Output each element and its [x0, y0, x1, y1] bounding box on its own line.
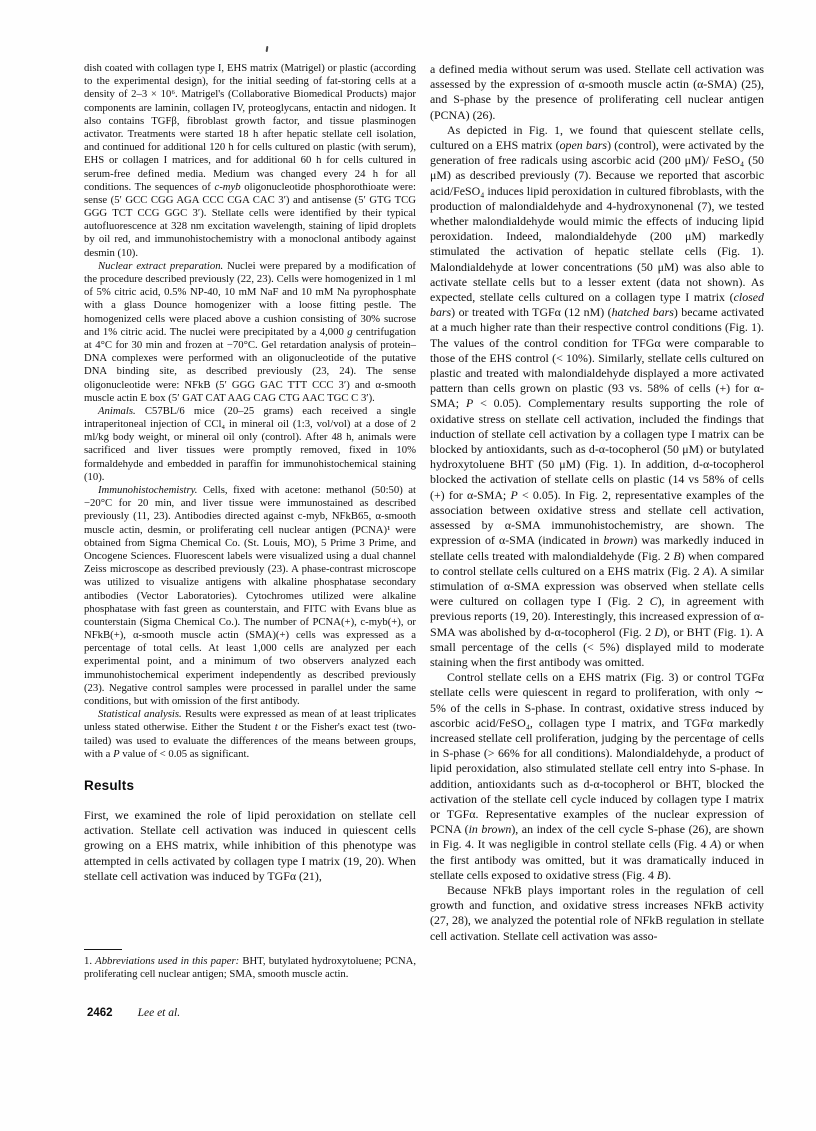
text-run: ) or when the first antibody was omitted, but it was dramatically induced in stellate cells exposed to oxidative stress (Fig. 4 — [430, 837, 764, 882]
page-number: 2462 — [87, 1007, 113, 1019]
italic-run: closed bars — [430, 290, 764, 320]
text-run: ) was markedly induced in stellate cells treated with malondialdehyde (Fig. 2 — [430, 533, 765, 563]
text-run: ) when compared to control stellate cells cultured on a EHS matrix (Fig. 2 — [430, 548, 764, 578]
text-run: < 0.05). In Fig. 2, representative examples of the association between oxidative stress and stellate cell activation, assessed by α-SMA immunohistochemistry, are shown. The expression of α-SMA (indicated in — [430, 487, 764, 548]
italic-run: Animals. — [98, 404, 136, 417]
italic-run: C — [649, 594, 658, 609]
italic-run: P — [113, 747, 120, 760]
italic-run: t — [274, 721, 278, 734]
text-run: a defined media without serum was used. Stellate cell activation was assessed by the expression of α-smooth muscle actin (α-SMA) (25), and S-phase by the presence of proliferating cell nuclear antigen (PCNA) (26). — [430, 62, 764, 122]
paragraph — [84, 260, 416, 405]
text-run: First, we examined the role of lipid peroxidation on stellate cell activation. Stellate cell activation was induced in quiescent cells growing on a EHS matrix, while inhibition of this phenotype was attempted in cells activated by collagen type I matrix (19, 20). When stellate cell activation was induced by TGFα (21), — [84, 807, 416, 883]
paragraph — [430, 883, 764, 944]
text-run: 1. — [84, 955, 96, 967]
text-run: Cells, fixed with acetone: methanol (50:50) at −20°C for 20 min, and liver tissue were immunostained as described previously (11, 23). Antibodies directed against c-myb, NFkB65, α-smooth muscle actin, desmin, or proliferating cell nuclear antigen (PCNA)¹ were obtained from Sigma Chemical Co. (St. Louis, MO), 5 Prime 3 Prime, and Oncogene Sciences. Fluorescent labels were visualized using a dual channel Zeiss microscope as described previously (23). A phase-contrast microscope was utilized to visualize antigens with alkaline phosphatase secondary antibodies (Vector Laboratories). Cytochromes utilized were alkaline phosphatase with fast green as counterstain, and FITC with Evans blue as counterstain (Sigma Chemical Co.). The number of PCNA(+), c-myb(+), or NFkB(+), α-smooth muscle actin (SMA)(+) cells was expressed as a percentage of total cells. At least 1,000 cells are analyzed per each experimental point, and a minimum of two observers analyzed each immunohistochemical experiment independently as described previously (23). Negative control samples were processed in parallel under the same conditions, but with omission of the first antibody. — [84, 484, 416, 707]
paragraph — [430, 123, 764, 670]
text-run: ), an index of the cell cycle S-phase (26), are shown in Fig. 4. It was negligible in control stellate cells (Fig. 4 — [430, 822, 764, 852]
paragraph — [430, 62, 764, 123]
paragraph — [84, 808, 416, 884]
italic-run: A — [702, 563, 711, 578]
text-run: dish coated with collagen type I, EHS matrix (Matrigel) or plastic (according to the experimental design), for the initial seeding of fat-storing cells at a density of 2–3 × 10⁶. Matrigel's (Collaborative Biomedical Products) major components are laminin, collagen IV, proteoglycans, entactin and nidogen. It also contains TGFβ, fibroblast growth factor, and tissue plasminogen activator. Treatments were started 18 h after hepatic stellate cell isolation, and continued for additional 120 h for cells cultured on plastic (with serum), EHS or collagen I matrices, and for additional 60 h for cells cultured in serum-free defined media. Medium was changed every 24 h for all conditions. The sequences of — [84, 62, 416, 193]
text-run: ). — [664, 867, 672, 882]
page-footer — [87, 1003, 180, 1021]
text-run: Nuclei were prepared by a modification of the procedure described previously (22, 23). Cells were homogenized in 1 ml of 5% citric acid, 0.5% NP-40, 10 mM NaF and 10 mM Na pyrophosphate with a glass Dounce homogenizer with a loose fitting pestle. The homogenized cells were placed above a cushion consisting of 30% sucrose and 1% citric acid. The nuclei were precipitated by a 4,000 — [84, 259, 416, 338]
text-run: Results were expressed as mean of at least triplicates unless stated otherwise. Either the Student — [84, 708, 416, 734]
text-run: As depicted in Fig. 1, we found that quiescent stellate cells, cultured on a EHS matrix ( — [430, 122, 764, 153]
results-heading: Results — [84, 777, 135, 793]
text-run: ) became activated at a much higher rate than their respective control conditions (Fig. 1). The values of the control condition for TFGα were comparable to those of the EHS control (< 10%). Similarly, stellate cells cultured on plastic and treated with malondialdehyde displayed a more activated pattern than cells grown on plastic (93 vs. 58% of cells (+) for α-SMA; — [430, 305, 764, 411]
text-run: C57BL/6 mice (20–25 grams) each received a single intraperitoneal injection of CCl₄ in mineral oil (1:3, vol/vol) at a dose of 2 ml/kg body weight, or mineral oil only (control). After 48 h, animals were sacrificed and liver tissues were promptly removed, fixed in 10% formaldehyde and embedded in paraffin for immunohistochemical staining (10). — [84, 404, 416, 483]
italic-run: P — [465, 396, 474, 411]
text-run: < 0.05). Complementary results supporting the role of oxidative stress on stellate cell activation, included the findings that induction of stellate cell activation by a collagen type I matrix can be blocked by antioxidants, such as d-α-tocopherol (50 μM) or butylated hydroxytoluene BHT (50 μM) (Fig. 1). In addition, d-α-tocopherol blocked the activation of stellate cells on plastic (14 vs 58% of cells (+) for α-SMA; — [430, 396, 764, 502]
text-run: ), or BHT (Fig. 1). A small percentage of the cells (< 5%) displayed mild to moderate staining when the first antibody was omitted. — [430, 624, 765, 669]
running-authors: Lee et al. — [137, 1007, 181, 1019]
results-section-left — [84, 808, 416, 884]
paragraph — [84, 62, 416, 260]
text-run: ), in agreement with previous reports (19, 20). Interestingly, this increased expression of α-SMA was abolished by d-α-tocopherol (Fig. 2 — [430, 594, 764, 639]
italic-run: hatched bars — [611, 305, 674, 320]
italic-run: g — [347, 325, 353, 338]
paragraph — [84, 708, 416, 761]
italic-run: A — [710, 837, 718, 852]
text-run: ). A similar stimulation of α-SMA expression was observed when stellate cells were cultured on collagen type I (Fig. 2 — [430, 563, 764, 609]
text-run: centrifugation at 4°C for 30 min and frozen at −70°C. Gel retardation analysis of protein–DNA complexes were performed with an oligonucleotide of the putative DNA binding site, as described previously (23, 24). The sense oligonucleotide were: NFkB (5′ GGG GAC TTT CCC 3′) and α-smooth muscle actin E box (5′ GAT CAT AAG CAG CTG AAC TGC C 3′). — [84, 325, 417, 404]
italic-run: brown — [603, 533, 634, 548]
left-column — [84, 62, 416, 884]
italic-run: Immunohistochemistry. — [98, 484, 198, 496]
methods-section — [84, 62, 416, 761]
italic-run: Statistical analysis. — [98, 708, 182, 721]
italic-run: D — [654, 624, 664, 639]
italic-run: open bars — [559, 138, 608, 153]
italic-run: B — [673, 548, 681, 563]
text-run: Because NFkB plays important roles in the regulation of cell growth and function, and oxidative stress increases NFkB activity (27, 28), we analyzed the potential role of NFkB regulation in stellate cell activation. Stellate cell activation was asso- — [430, 882, 764, 943]
text-run: ) (control), were activated by the generation of free radicals using ascorbic acid (200 μM)/ FeSO₄ (50 μM) as described previously (7). Because we reported that ascorbic acid/FeSO₄ induces lipid peroxidation in cultured fibroblasts, with the production of malondialdehyde and 4-hydroxynonenal (7), we tested whether malondialdehyde would mimic the effects of inducing lipid peroxidation. Indeed, malondialdehyde (200 μM) markedly stimulated the activation of hepatic stellate cells (Fig. 1). Malondialdehyde at lower concentrations (50 μM) was also able to activate stellate cells but to a lesser extent (data not shown). As expected, stellate cells cultured on a collagen type I matrix ( — [430, 138, 765, 305]
footnote-text — [84, 955, 416, 981]
footnote — [84, 949, 416, 981]
italic-run: P — [510, 487, 518, 502]
text-run: oligonucleotide phosphorothioate were: sense (5′ GCC CGG AGA CCC CGA CAC 3′) and antisense (5′ GTG TCG GGG TCT CCG GGC 3′). Stellate cells were identified by their typical autofluorescence at 328 nm excitation wavelength, staining of lipid droplets by oil red, and immunohistochemistry with a monoclonal antibody against desmin (10). — [84, 180, 416, 259]
paragraph — [84, 484, 416, 708]
text-run: ) or treated with TGFα (12 nM) ( — [451, 305, 612, 320]
italic-run: c-myb — [214, 180, 241, 193]
text-run: or the Fisher's exact test (two-tailed) was used to evaluate the differences of the means between groups, with a — [84, 721, 416, 760]
text-run: BHT, butylated hydroxytoluene; PCNA, proliferating cell nuclear antigen; SMA, smooth muscle actin. — [84, 955, 417, 981]
italic-run: Nuclear extract preparation. — [98, 259, 224, 272]
text-run: value of < 0.05 as significant. — [119, 747, 250, 760]
right-column — [430, 62, 764, 944]
paragraph — [84, 405, 416, 484]
italic-run: Abbreviations used in this paper: — [95, 955, 240, 967]
italic-run: in brown — [468, 822, 512, 837]
text-run: Control stellate cells on a EHS matrix (Fig. 3) or control TGFα stellate cells were quiescent in regard to proliferation, with only ∼ 5% of the cells in S-phase. In contrast, oxidative stress induced by ascorbic acid/FeSO₄, collagen type I matrix, and TGFα markedly increased stellate cell proliferation, judging by the percentage of cells in S-phase (> 66% for all conditions). Malondialdehyde, a product of lipid peroxidation, also stimulated stellate cell entry into S-phase. In addition, antioxidants such as d-α-tocopherol or BHT, blocked the activation of the stellate cell cycle induced by collagen type I matrix or TGFα. Representative examples of the nuclear expression of PCNA ( — [430, 670, 764, 837]
stray-scan-mark — [266, 46, 269, 52]
footnote-rule — [84, 949, 122, 950]
paragraph — [430, 670, 764, 883]
italic-run: B — [656, 867, 665, 882]
